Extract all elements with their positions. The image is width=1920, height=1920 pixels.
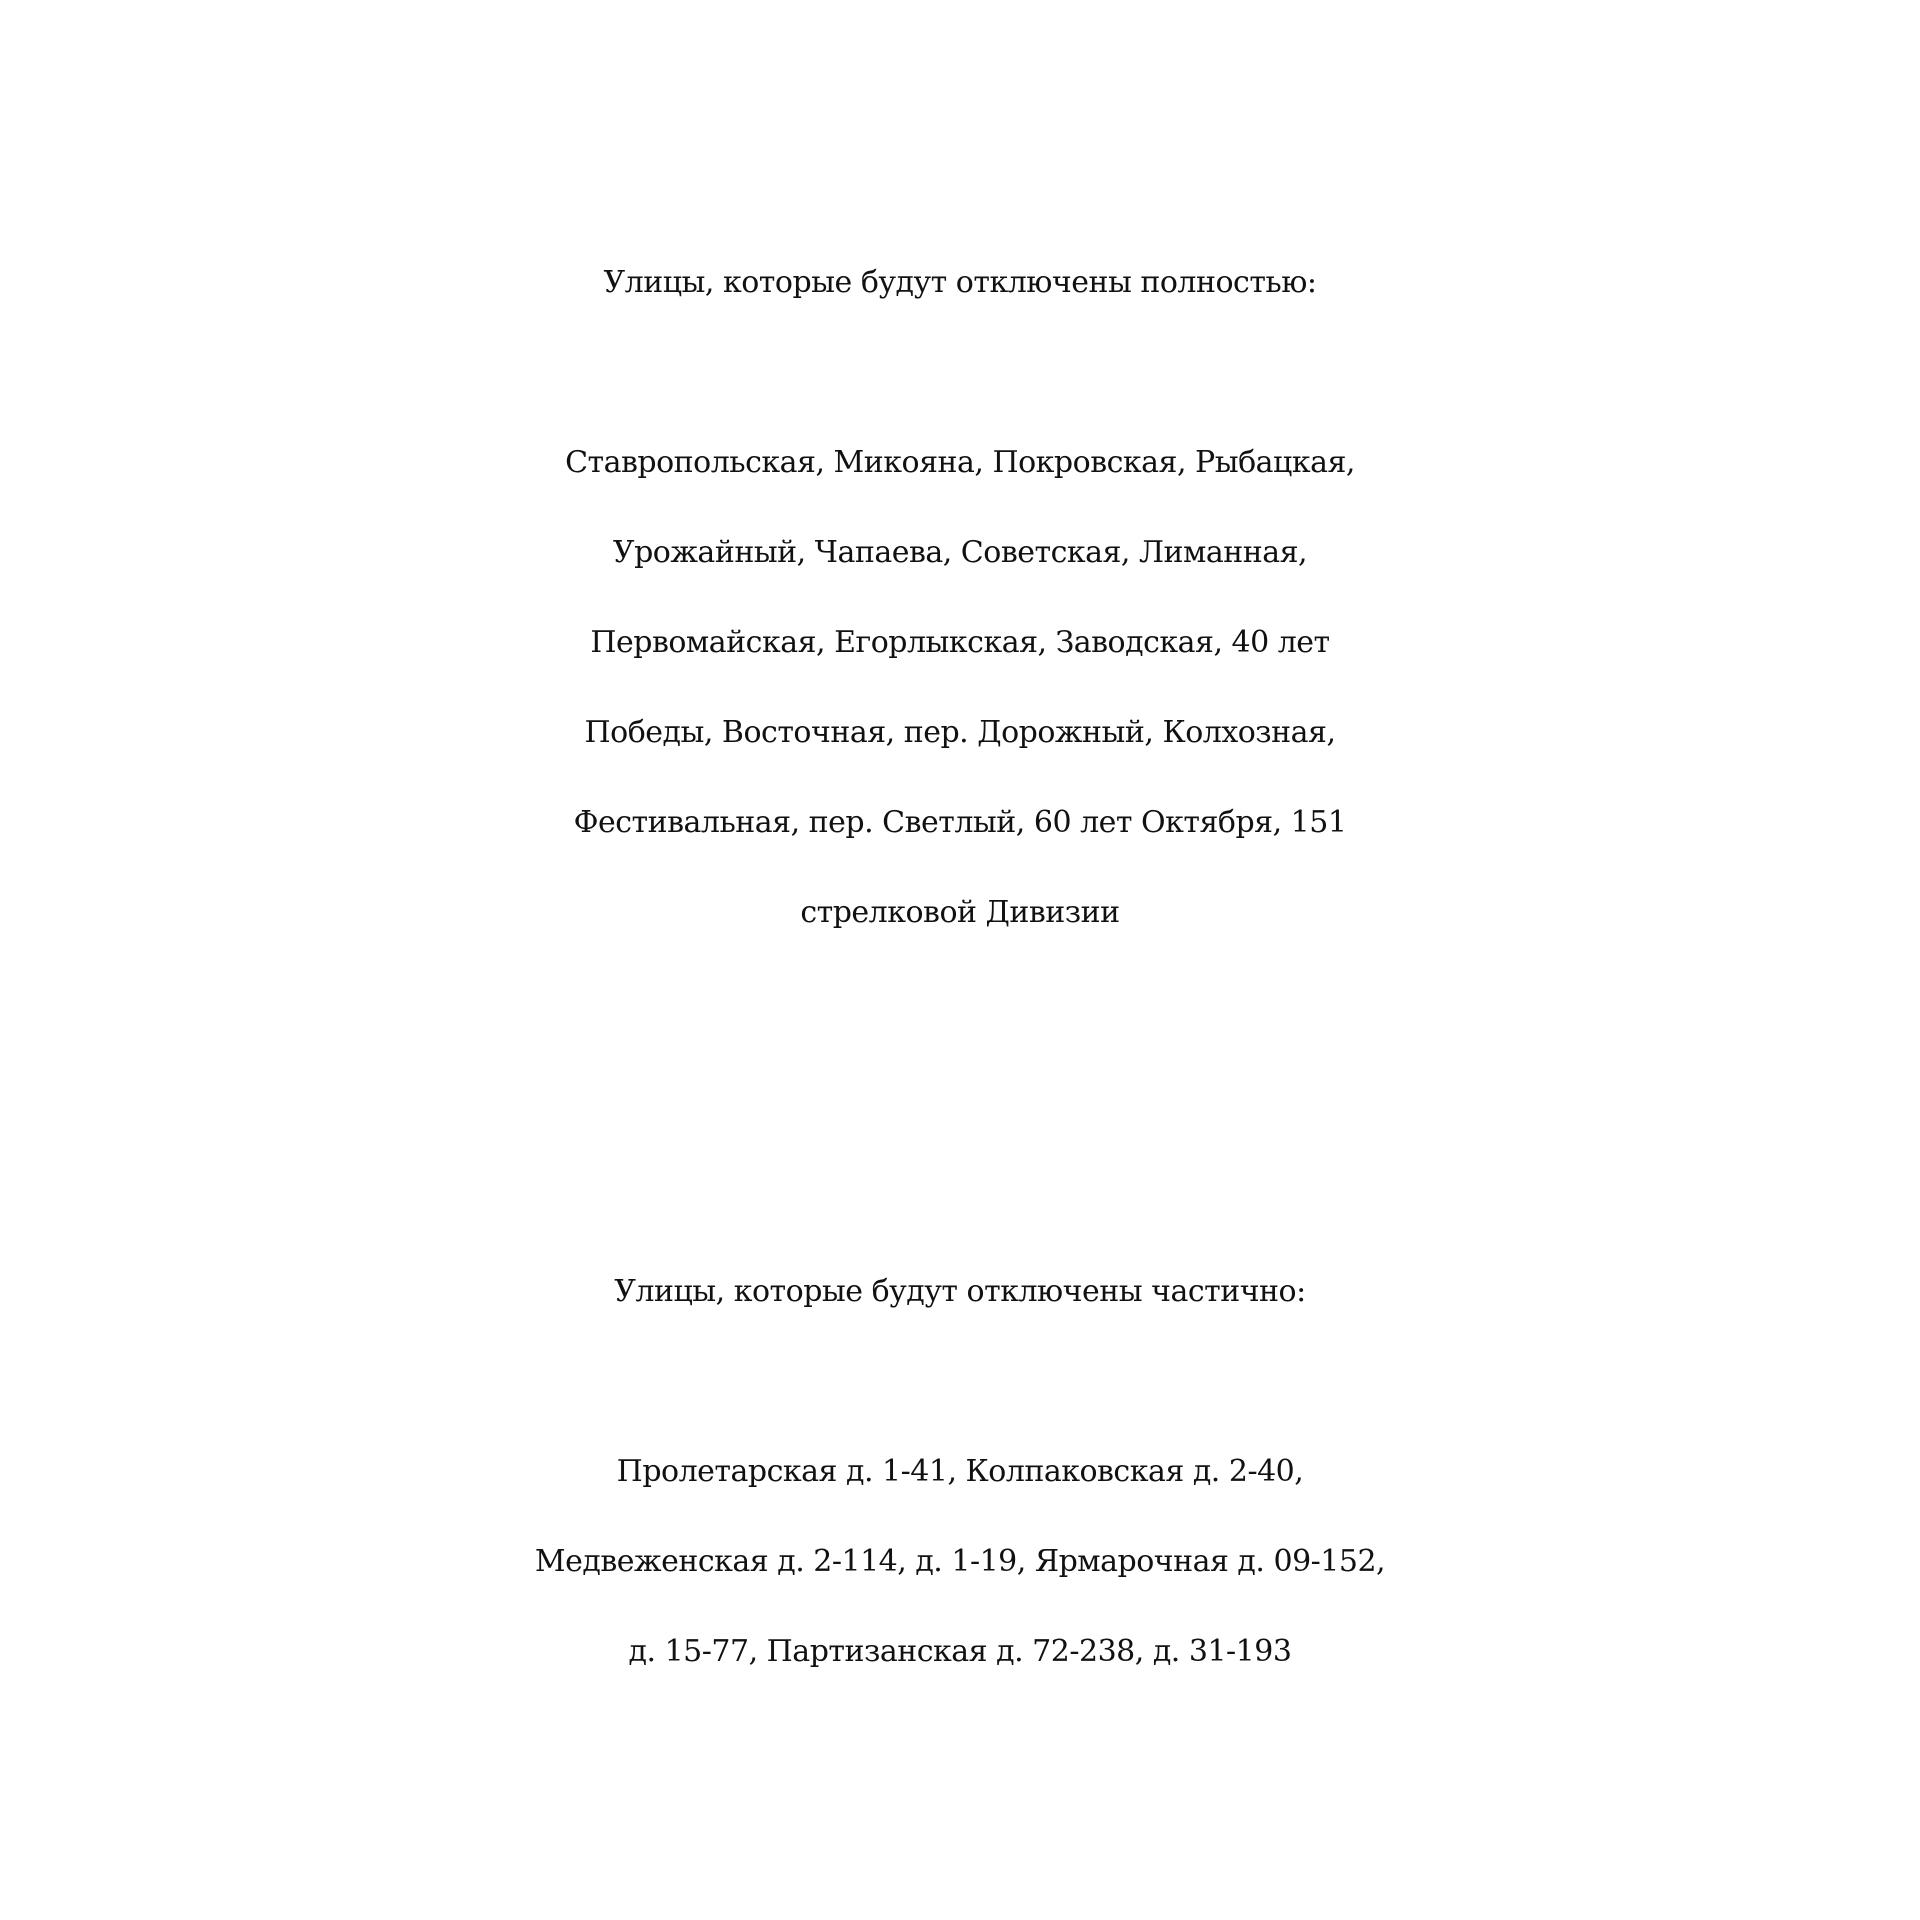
full-outage-line: Урожайный, Чапаева, Советская, Лиманная, [612,535,1308,570]
full-outage-line: Ставропольская, Микояна, Покровская, Рыбацкая, [565,445,1355,480]
full-outage-heading: Улицы, которые будут отключены полностью: [603,265,1317,300]
full-outage-line: Фестивальная, пер. Светлый, 60 лет Октября, 151 [573,805,1347,840]
partial-outage-line: Пролетарская д. 1-41, Колпаковская д. 2-40, [616,1454,1304,1489]
full-outage-line: стрелковой Дивизии [800,895,1120,930]
full-outage-line: Победы, Восточная, пер. Дорожный, Колхозная, [584,715,1336,750]
full-outage-line: Первомайская, Егорлыкская, Заводская, 40 лет [590,625,1330,660]
partial-outage-line: д. 15-77, Партизанская д. 72-238, д. 31-193 [628,1634,1292,1669]
partial-outage-heading: Улицы, которые будут отключены частично: [614,1274,1306,1309]
partial-outage-line: Медвеженская д. 2-114, д. 1-19, Ярмарочная д. 09-152, [534,1544,1386,1579]
